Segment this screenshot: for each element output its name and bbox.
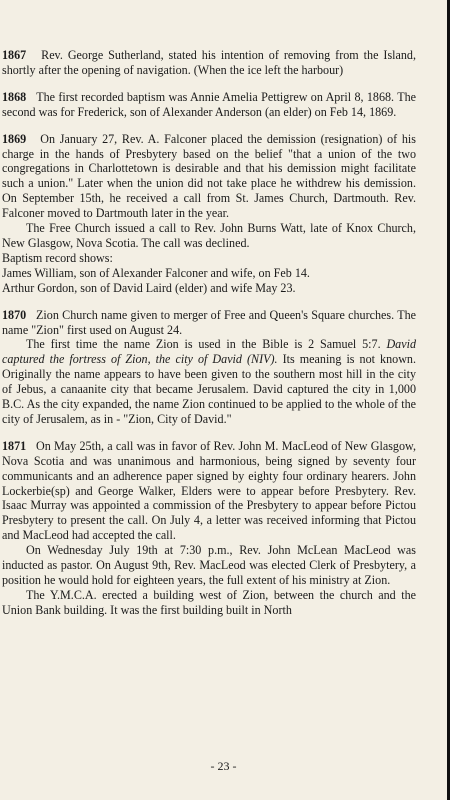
entry-paragraph: The Y.M.C.A. erected a building west of Zion, between the church and the Union Bank building. It was the first building built in North	[2, 587, 416, 617]
baptism-record: James William, son of Alexander Falconer and wife, on Feb 14.	[2, 265, 310, 280]
entry-year: 1871	[2, 438, 27, 453]
entry-1867	[2, 48, 416, 78]
entry-paragraph: The Free Church issued a call to Rev. John Burns Watt, late of Knox Church, New Glasgow, Nova Scotia. The call was declined.	[2, 221, 416, 250]
entry-text: Zion Church name given to merger of Free and Queen's Square churches. The name "Zion" first used on August 24.	[2, 307, 417, 337]
entry-text: Rev. George Sutherland, stated his intention of removing from the Island, shortly after the opening of navigation. (When the ice left the harbour)	[2, 48, 416, 77]
entry-text: On January 27, Rev. A. Falconer placed the demission (resignation) of his charge in the hands of Presbytery based on the belief "that a union of the two congregations in Charlottetown is desirable and that his demission might facilitate such a union." Later when the union did not take place he withdrew his demission. On September 15th, he received a call from St. James Church, Dartmouth. Rev. Falconer moved to Dartmouth later in the year.	[2, 131, 416, 221]
entry-year: 1869	[2, 131, 27, 146]
entry-1870	[2, 308, 416, 427]
baptism-record: Arthur Gordon, son of David Laird (elder) and wife May 23.	[2, 280, 296, 295]
baptism-heading: Baptism record shows:	[2, 250, 113, 265]
entry-year: 1870	[2, 307, 27, 322]
entry-year: 1868	[2, 89, 27, 104]
entry-text: On May 25th, a call was in favor of Rev. John M. MacLeod of New Glasgow, Nova Scotia and was unanimous and harmonious, being signed by seventy four communicants and an adherence paper signed by eighty four ordinary hearers. John Lockerbie(sp) and George Walker, Elders were to appear before Presbytery. Rev. Isaac Murray was appointed a commission of the Presbytery to appear before Pictou Presbytery to present the call. On July 4, a letter was received informing that Pictou and MacLeod had accepted the call.	[2, 438, 416, 543]
entry-text: Its meaning is not known. Originally the name appears to have been given to the southern most hill in the city of Jebus, a canaanite city that became Jerusalem. David captured the city in 1,000 B.C. As the city expanded, the name Zion continued to be applied to the whole of the city of Jerusalem, as in - "Zion, City of David."	[2, 352, 416, 426]
entry-1868	[2, 90, 416, 120]
entry-paragraph	[2, 337, 416, 426]
entry-1871	[2, 439, 416, 618]
entry-1869	[2, 132, 416, 296]
page-number: - 23 -	[210, 759, 237, 773]
entry-paragraph: On Wednesday July 19th at 7:30 p.m., Rev. John McLean MacLeod was inducted as pastor. On August 9th, Rev. MacLeod was elected Clerk of Presbytery, a position he would hold for eighteen years, the full extent of his ministry at Zion.	[2, 543, 416, 587]
entry-year: 1867	[2, 48, 27, 62]
bible-reference: The first time the name Zion is used in the Bible is 2 Samuel 5:7.	[26, 337, 381, 352]
page-content	[2, 48, 416, 630]
entry-text: The first recorded baptism was Annie Amelia Pettigrew on April 8, 1868. The second was for Frederick, son of Alexander Anderson (an elder) on Feb 14, 1869.	[2, 89, 416, 119]
bible-quote: David captured the fortress of Zion, the city of David (NIV).	[2, 337, 416, 367]
